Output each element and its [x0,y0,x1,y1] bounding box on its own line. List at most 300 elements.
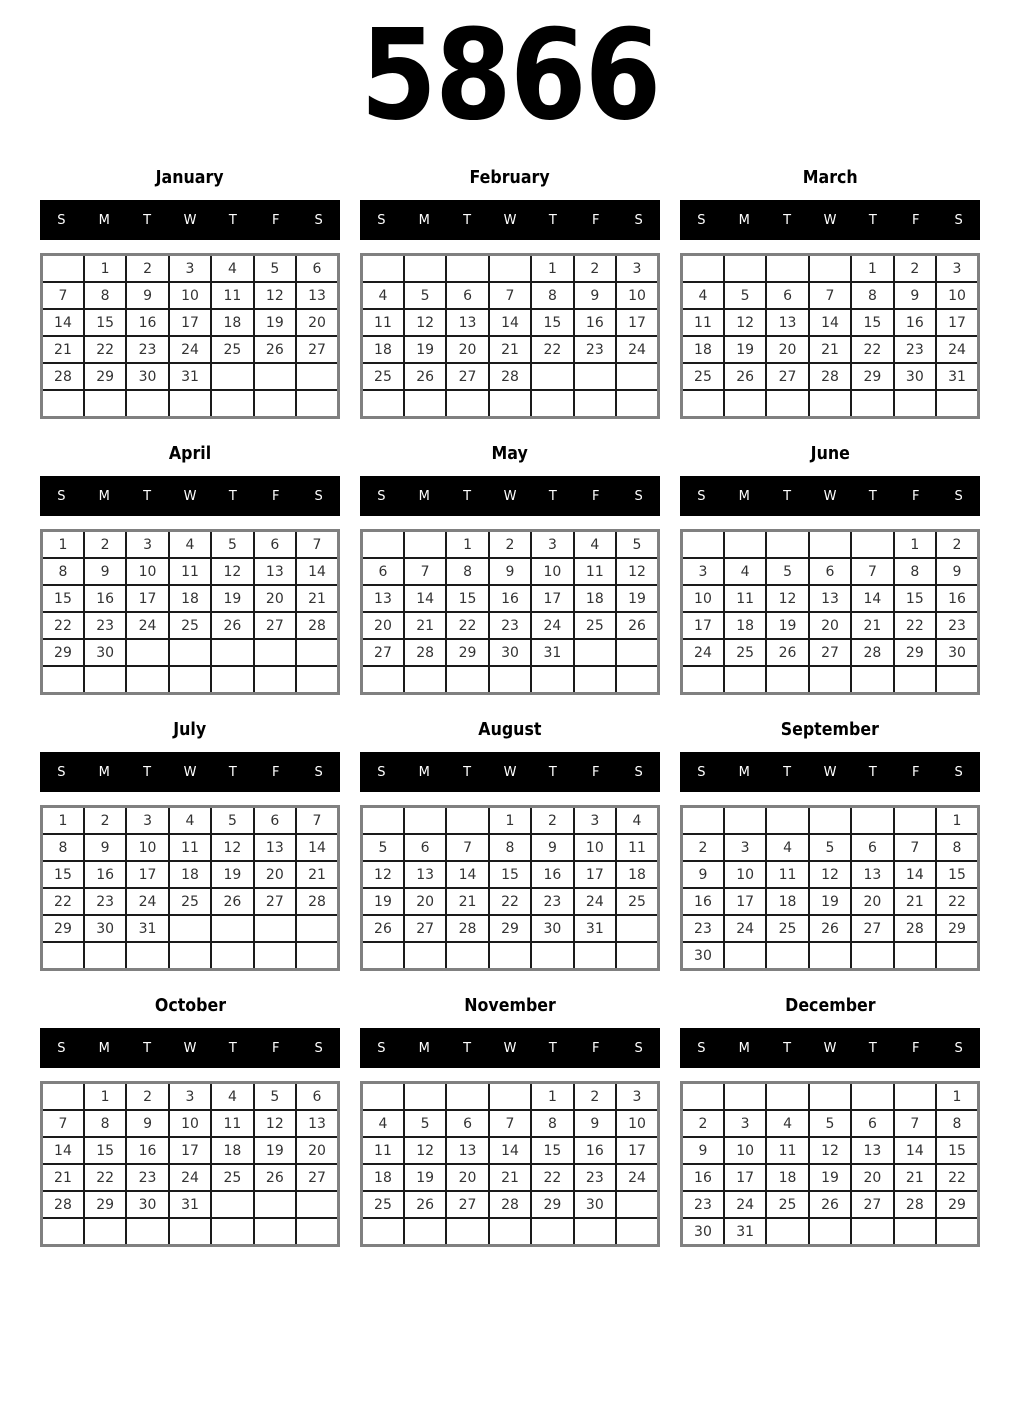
day-cell: 17 [126,861,168,888]
empty-day-cell [851,1083,893,1111]
day-cell: 30 [126,1191,168,1218]
month-block [40,714,340,971]
empty-day-cell [894,666,936,694]
day-cell: 11 [169,558,211,585]
day-cell: 14 [894,1137,936,1164]
day-cell: 25 [169,612,211,639]
day-cell: 10 [574,834,616,861]
month-block [680,162,980,419]
day-cell: 15 [531,309,573,336]
day-cell: 18 [616,861,658,888]
day-cell: 9 [489,558,531,585]
day-cell: 9 [682,1137,724,1164]
empty-day-cell [296,1218,338,1246]
empty-day-cell [724,1083,766,1111]
day-cell: 12 [724,309,766,336]
day-cell: 14 [489,1137,531,1164]
empty-day-cell [724,666,766,694]
week-row [42,1218,339,1246]
day-cell: 4 [211,1083,253,1111]
day-cell: 18 [211,309,253,336]
week-row [682,585,979,612]
month-title-text: April [168,442,212,464]
empty-day-cell [766,666,808,694]
day-cell: 30 [936,639,978,666]
day-cell: 5 [404,282,446,309]
empty-day-cell [126,639,168,666]
weekday-label: S [57,765,66,780]
empty-day-cell [169,942,211,970]
day-cell: 6 [296,1083,338,1111]
day-cell: 24 [169,336,211,363]
week-row [682,639,979,666]
week-row [362,390,659,418]
empty-day-cell [446,1083,488,1111]
day-cell: 26 [809,915,851,942]
day-cell: 5 [211,807,253,835]
day-cell: 11 [211,282,253,309]
empty-day-cell [766,942,808,970]
weekday-label: T [548,489,557,504]
week-row [42,1191,339,1218]
empty-day-cell [616,390,658,418]
empty-day-cell [574,639,616,666]
day-cell: 25 [682,363,724,390]
week-row [362,612,659,639]
empty-day-cell [682,390,724,418]
day-cell: 7 [296,531,338,559]
empty-day-cell [169,915,211,942]
day-cell: 25 [724,639,766,666]
day-cell: 9 [574,282,616,309]
empty-day-cell [851,531,893,559]
empty-day-cell [362,390,404,418]
empty-day-cell [936,1218,978,1246]
empty-day-cell [489,1083,531,1111]
day-cell: 23 [126,1164,168,1191]
day-cell: 14 [894,861,936,888]
day-cell: 5 [616,531,658,559]
day-cell: 4 [724,558,766,585]
day-cell: 25 [362,363,404,390]
weekday-label: S [57,489,66,504]
day-cell: 13 [254,558,296,585]
day-cell: 24 [126,612,168,639]
day-cell: 6 [254,531,296,559]
month-days-table [680,805,980,971]
empty-day-cell [724,807,766,835]
day-cell: 16 [489,585,531,612]
week-row [362,363,659,390]
day-cell: 16 [682,888,724,915]
day-cell: 18 [574,585,616,612]
day-cell: 8 [531,282,573,309]
day-cell: 9 [84,558,126,585]
day-cell: 3 [936,255,978,283]
empty-day-cell [211,390,253,418]
week-row [682,807,979,835]
month-title [680,990,980,1020]
day-cell: 6 [851,1110,893,1137]
week-row [682,942,979,970]
day-cell: 2 [126,1083,168,1111]
day-cell: 1 [936,807,978,835]
day-cell: 27 [446,1191,488,1218]
empty-day-cell [169,390,211,418]
day-cell: 5 [362,834,404,861]
empty-day-cell [126,390,168,418]
day-cell: 20 [446,336,488,363]
day-cell: 28 [809,363,851,390]
weekday-label: T [783,1041,792,1056]
day-cell: 31 [126,915,168,942]
day-cell: 23 [682,915,724,942]
day-cell: 3 [682,558,724,585]
empty-day-cell [254,363,296,390]
month-title-text: October [154,994,226,1016]
empty-day-cell [84,1218,126,1246]
day-cell: 16 [126,309,168,336]
week-row [362,1110,659,1137]
day-cell: 11 [574,558,616,585]
weekday-label: T [868,1041,877,1056]
day-cell: 3 [616,1083,658,1111]
empty-day-cell [296,390,338,418]
day-cell: 1 [84,255,126,283]
day-cell: 20 [404,888,446,915]
day-cell: 8 [42,558,84,585]
empty-day-cell [894,942,936,970]
weekday-label: F [911,489,920,504]
day-cell: 14 [42,309,84,336]
month-title [360,162,660,192]
empty-day-cell [851,666,893,694]
empty-day-cell [616,639,658,666]
day-cell: 17 [724,888,766,915]
month-title [680,438,980,468]
weekday-label: W [823,213,837,228]
day-cell: 4 [169,807,211,835]
empty-day-cell [809,531,851,559]
empty-day-cell [404,1083,446,1111]
month-title-text: February [469,166,551,188]
weekday-header-bar [40,476,340,516]
day-cell: 25 [169,888,211,915]
day-cell: 12 [809,861,851,888]
weekday-label: S [57,213,66,228]
day-cell: 27 [446,363,488,390]
empty-day-cell [936,390,978,418]
weekday-label: T [228,765,237,780]
week-row [362,666,659,694]
week-row [362,255,659,283]
empty-day-cell [682,255,724,283]
empty-day-cell [936,666,978,694]
weekday-label: W [183,1041,197,1056]
month-title-text: January [156,166,224,188]
weekday-label: T [143,1041,152,1056]
month-title [40,438,340,468]
day-cell: 14 [296,834,338,861]
week-row [42,1110,339,1137]
day-cell: 21 [404,612,446,639]
day-cell: 16 [126,1137,168,1164]
month-title [40,990,340,1020]
week-row [682,1110,979,1137]
day-cell: 17 [574,861,616,888]
day-cell: 12 [254,282,296,309]
month-block [360,714,660,971]
day-cell: 30 [489,639,531,666]
day-cell: 4 [766,834,808,861]
week-row [682,1164,979,1191]
day-cell: 27 [296,336,338,363]
empty-day-cell [211,1191,253,1218]
day-cell: 26 [809,1191,851,1218]
weekday-label: S [57,1041,66,1056]
weekday-label: T [783,765,792,780]
day-cell: 24 [169,1164,211,1191]
day-cell: 24 [616,336,658,363]
day-cell: 31 [531,639,573,666]
empty-day-cell [169,639,211,666]
weekday-label: M [98,765,110,780]
day-cell: 21 [894,1164,936,1191]
empty-day-cell [404,807,446,835]
empty-day-cell [446,390,488,418]
day-cell: 1 [42,531,84,559]
day-cell: 14 [296,558,338,585]
month-title-text: July [173,718,207,740]
weekday-label: S [954,213,963,228]
empty-day-cell [531,1218,573,1246]
weekday-header-bar [360,476,660,516]
weekday-label: S [954,765,963,780]
day-cell: 20 [254,861,296,888]
day-cell: 26 [766,639,808,666]
day-cell: 9 [126,282,168,309]
day-cell: 23 [894,336,936,363]
day-cell: 3 [169,255,211,283]
empty-day-cell [362,255,404,283]
day-cell: 23 [489,612,531,639]
day-cell: 21 [446,888,488,915]
day-cell: 29 [936,1191,978,1218]
week-row [682,558,979,585]
weekday-label: W [503,765,517,780]
day-cell: 27 [254,612,296,639]
day-cell: 28 [894,1191,936,1218]
day-cell: 28 [446,915,488,942]
day-cell: 23 [574,336,616,363]
empty-day-cell [211,915,253,942]
weekday-header-bar [40,752,340,792]
day-cell: 7 [894,1110,936,1137]
empty-day-cell [42,1218,84,1246]
day-cell: 19 [766,612,808,639]
day-cell: 23 [531,888,573,915]
week-row [362,915,659,942]
month-title [40,714,340,744]
day-cell: 15 [851,309,893,336]
empty-day-cell [42,255,84,283]
empty-day-cell [574,942,616,970]
day-cell: 2 [682,834,724,861]
month-block [360,162,660,419]
empty-day-cell [936,942,978,970]
day-cell: 21 [42,1164,84,1191]
day-cell: 26 [211,612,253,639]
day-cell: 16 [531,861,573,888]
weekday-label: T [548,213,557,228]
weekday-label: T [463,213,472,228]
empty-day-cell [42,1083,84,1111]
day-cell: 19 [404,336,446,363]
week-row [682,309,979,336]
day-cell: 30 [84,639,126,666]
day-cell: 15 [936,1137,978,1164]
day-cell: 7 [404,558,446,585]
month-days-table [360,1081,660,1247]
empty-day-cell [404,942,446,970]
empty-day-cell [682,531,724,559]
weekday-label: W [503,489,517,504]
day-cell: 17 [682,612,724,639]
day-cell: 22 [489,888,531,915]
empty-day-cell [84,942,126,970]
day-cell: 19 [211,585,253,612]
empty-day-cell [296,666,338,694]
day-cell: 6 [404,834,446,861]
day-cell: 15 [936,861,978,888]
day-cell: 27 [296,1164,338,1191]
weekday-label: T [228,213,237,228]
weekday-label: T [783,489,792,504]
empty-day-cell [724,531,766,559]
weekday-label: T [868,765,877,780]
day-cell: 4 [362,1110,404,1137]
weekday-header-bar [680,752,980,792]
week-row [682,531,979,559]
empty-day-cell [894,1218,936,1246]
empty-day-cell [766,255,808,283]
day-cell: 23 [84,888,126,915]
day-cell: 6 [766,282,808,309]
day-cell: 9 [84,834,126,861]
empty-day-cell [616,1191,658,1218]
weekday-label: M [738,213,750,228]
day-cell: 10 [126,558,168,585]
day-cell: 20 [809,612,851,639]
day-cell: 27 [851,915,893,942]
day-cell: 28 [42,1191,84,1218]
weekday-label: F [591,489,600,504]
day-cell: 19 [362,888,404,915]
weekday-label: M [98,1041,110,1056]
year-title [0,0,1020,150]
day-cell: 26 [404,363,446,390]
empty-day-cell [254,942,296,970]
empty-day-cell [809,390,851,418]
week-row [42,531,339,559]
empty-day-cell [211,666,253,694]
day-cell: 8 [42,834,84,861]
day-cell: 26 [254,1164,296,1191]
day-cell: 2 [894,255,936,283]
weekday-label: F [911,1041,920,1056]
day-cell: 4 [616,807,658,835]
empty-day-cell [446,942,488,970]
day-cell: 30 [894,363,936,390]
day-cell: 16 [574,309,616,336]
empty-day-cell [616,942,658,970]
weekday-label: S [314,1041,323,1056]
day-cell: 7 [809,282,851,309]
week-row [362,639,659,666]
month-days-table [40,529,340,695]
empty-day-cell [616,1218,658,1246]
day-cell: 29 [84,363,126,390]
weekday-label: F [591,213,600,228]
empty-day-cell [616,915,658,942]
empty-day-cell [809,807,851,835]
weekday-label: S [314,489,323,504]
day-cell: 4 [211,255,253,283]
empty-day-cell [489,666,531,694]
day-cell: 10 [682,585,724,612]
empty-day-cell [446,807,488,835]
empty-day-cell [446,255,488,283]
day-cell: 30 [682,1218,724,1246]
empty-day-cell [809,942,851,970]
week-row [42,336,339,363]
day-cell: 23 [682,1191,724,1218]
empty-day-cell [42,942,84,970]
month-title-text: June [810,442,850,464]
day-cell: 13 [446,309,488,336]
day-cell: 30 [574,1191,616,1218]
day-cell: 25 [766,1191,808,1218]
day-cell: 9 [574,1110,616,1137]
day-cell: 19 [724,336,766,363]
empty-day-cell [404,531,446,559]
day-cell: 7 [489,282,531,309]
day-cell: 13 [851,861,893,888]
day-cell: 15 [489,861,531,888]
day-cell: 16 [84,585,126,612]
weekday-label: S [634,1041,643,1056]
day-cell: 28 [296,888,338,915]
month-block [40,162,340,419]
day-cell: 19 [254,1137,296,1164]
week-row [682,363,979,390]
empty-day-cell [489,1218,531,1246]
weekday-header-bar [680,1028,980,1068]
week-row [42,834,339,861]
day-cell: 5 [724,282,766,309]
empty-day-cell [766,807,808,835]
year-title-text: 5866 [360,2,660,148]
week-row [362,1083,659,1111]
weekday-label: W [183,765,197,780]
day-cell: 15 [42,861,84,888]
empty-day-cell [851,1218,893,1246]
week-row [42,309,339,336]
day-cell: 15 [531,1137,573,1164]
month-block [40,438,340,695]
month-days-table [40,1081,340,1247]
day-cell: 6 [254,807,296,835]
